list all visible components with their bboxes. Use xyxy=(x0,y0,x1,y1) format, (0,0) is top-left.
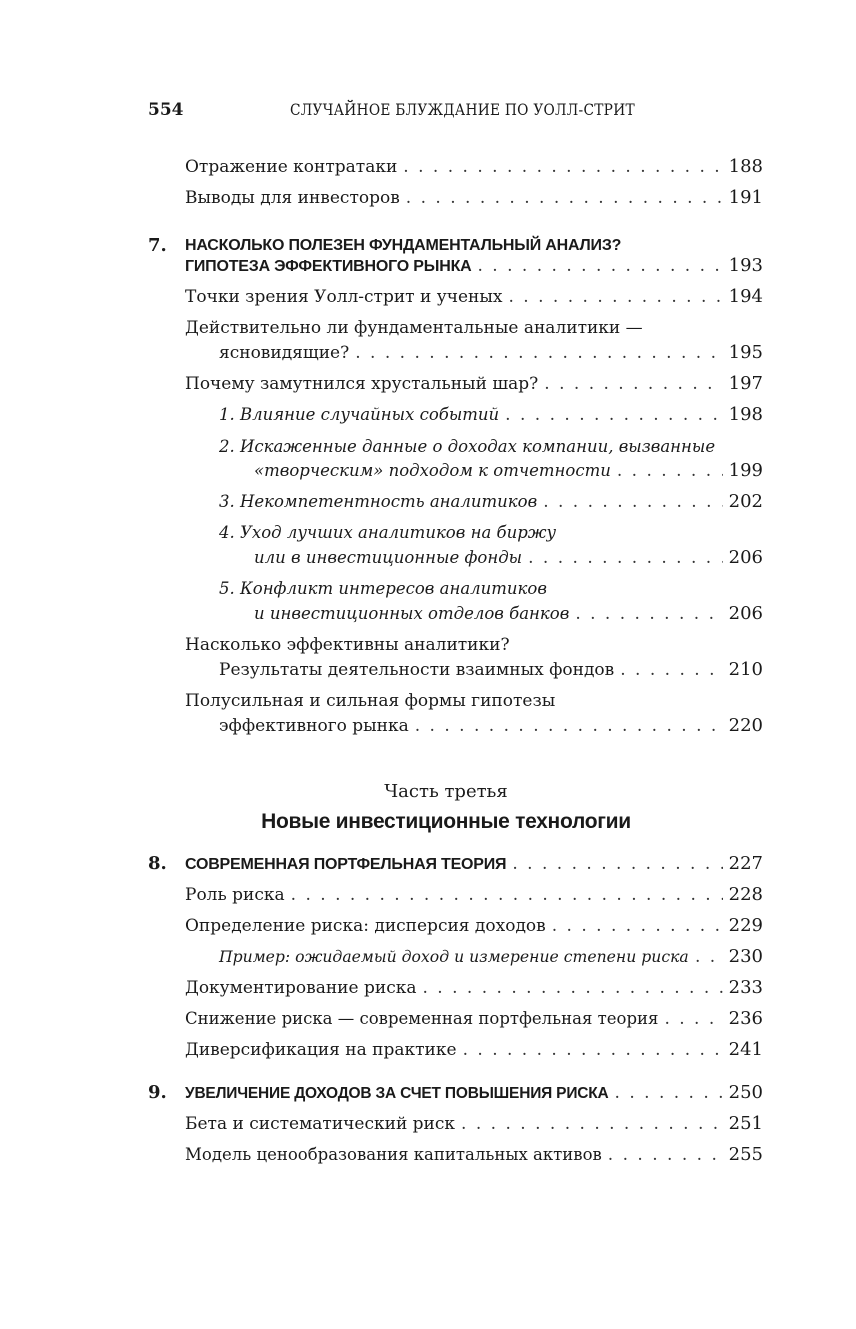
toc-entry-page: 251 xyxy=(728,1113,763,1134)
leader-dots xyxy=(505,405,722,425)
leader-dots xyxy=(608,1145,723,1165)
toc-entry[interactable] xyxy=(254,547,763,573)
leader-dots xyxy=(528,548,723,568)
toc-entry-page: 220 xyxy=(728,715,763,736)
toc-entry-page: 193 xyxy=(728,255,763,276)
running-title: СЛУЧАЙНОЕ БЛУЖДАНИЕ ПО УОЛЛ-СТРИТ xyxy=(290,100,635,119)
leader-dots xyxy=(512,854,722,874)
leader-dots xyxy=(291,885,723,905)
chapter-title: СОВРЕМЕННАЯ ПОРТФЕЛЬНАЯ ТЕОРИЯ xyxy=(185,856,507,873)
chapter-entry[interactable] xyxy=(185,853,763,879)
leader-dots xyxy=(615,1083,723,1103)
toc-entry-title-line[interactable]: Насколько эффективны аналитики? xyxy=(185,635,510,655)
leader-dots xyxy=(406,188,723,208)
toc-entry-page: 195 xyxy=(728,342,763,363)
leader-dots xyxy=(695,947,723,967)
toc-entry-page: 188 xyxy=(728,156,763,177)
toc-entry-title-line[interactable]: Действительно ли фундаментальные аналитики — xyxy=(185,318,643,338)
toc-entry[interactable] xyxy=(254,603,763,629)
toc-entry-title: Роль риска xyxy=(185,885,285,905)
leader-dots xyxy=(664,1009,722,1029)
toc-entry-title-line[interactable]: 2. Искаженные данные о доходах компании, вызванные xyxy=(219,437,716,456)
leader-dots xyxy=(422,978,722,998)
chapter-title-line[interactable]: НАСКОЛЬКО ПОЛЕЗЕН ФУНДАМЕНТАЛЬНЫЙ АНАЛИЗ? xyxy=(185,237,622,254)
toc-entry-title: Документирование риска xyxy=(185,978,417,998)
toc-entry-title: 1. Влияние случайных событий xyxy=(219,405,500,424)
toc-entry[interactable] xyxy=(185,977,763,1003)
toc-entry-page: 229 xyxy=(728,915,763,936)
toc-entry[interactable] xyxy=(185,286,763,312)
leader-dots xyxy=(415,716,723,736)
toc-entry-page: 236 xyxy=(728,1008,763,1029)
toc-entry-title-line[interactable]: Полусильная и сильная формы гипотезы xyxy=(185,691,556,711)
toc-entry-title: ясновидящие? xyxy=(219,343,350,363)
part-title: Новые инвестиционные технологии xyxy=(261,810,631,833)
leader-dots xyxy=(508,287,722,307)
toc-entry-page: 198 xyxy=(728,404,763,425)
toc-entry[interactable] xyxy=(185,1008,763,1034)
toc-entry-page: 230 xyxy=(728,946,763,967)
toc-entry-title: 3. Некомпетентность аналитиков xyxy=(219,492,538,511)
toc-entry-page: 227 xyxy=(728,853,763,874)
toc-entry-title: эффективного рынка xyxy=(219,716,409,736)
leader-dots xyxy=(403,157,722,177)
chapter-entry[interactable] xyxy=(185,255,763,281)
toc-entry-title: Почему замутнился хрустальный шар? xyxy=(185,374,539,394)
toc-entry-title: Пример: ожидаемый доход и измерение степени риска xyxy=(219,947,689,966)
chapter-entry[interactable] xyxy=(185,1082,763,1108)
toc-entry[interactable] xyxy=(185,884,763,910)
toc-entry-title: Определение риска: дисперсия доходов xyxy=(185,916,546,936)
toc-entry-title-line[interactable]: 4. Уход лучших аналитиков на биржу xyxy=(219,523,557,542)
leader-dots xyxy=(617,461,723,481)
leader-dots xyxy=(575,604,722,624)
toc-entry-title: Модель ценообразования капитальных активов xyxy=(185,1145,602,1164)
leader-dots xyxy=(544,374,722,394)
toc-entry-page: 241 xyxy=(728,1039,763,1060)
chapter-number: 9. xyxy=(148,1082,167,1103)
toc-entry-page: 210 xyxy=(728,659,763,680)
toc-entry-title: Отражение контратаки xyxy=(185,157,398,177)
leader-dots xyxy=(620,660,722,680)
toc-entry-title: Диверсификация на практике xyxy=(185,1040,457,1060)
leader-dots xyxy=(463,1040,723,1060)
leader-dots xyxy=(461,1114,723,1134)
toc-entry-title: Бета и систематический риск xyxy=(185,1114,456,1134)
toc-entry[interactable] xyxy=(185,1039,763,1065)
toc-entry-page: 199 xyxy=(728,460,763,481)
toc-entry[interactable] xyxy=(185,156,763,182)
toc-entry[interactable] xyxy=(219,715,763,741)
toc-entry-page: 194 xyxy=(728,286,763,307)
toc-entry-page: 255 xyxy=(728,1144,763,1165)
toc-entry-title: и инвестиционных отделов банков xyxy=(254,604,570,623)
toc-entry-title: «творческим» подходом к отчетности xyxy=(254,461,611,480)
toc-entry[interactable] xyxy=(219,491,763,517)
toc-entry[interactable] xyxy=(185,915,763,941)
toc-entry-title: Выводы для инвесторов xyxy=(185,188,400,208)
toc-entry[interactable] xyxy=(219,342,763,368)
toc-entry[interactable] xyxy=(219,946,763,972)
leader-dots xyxy=(543,492,722,512)
part-label: Часть третья xyxy=(384,781,508,802)
toc-entry-page: 206 xyxy=(728,603,763,624)
chapter-number: 7. xyxy=(148,235,167,256)
toc-entry-title: или в инвестиционные фонды xyxy=(254,548,523,567)
toc-entry-page: 197 xyxy=(728,373,763,394)
toc-entry-page: 202 xyxy=(728,491,763,512)
toc-entry-page: 228 xyxy=(728,884,763,905)
toc-entry[interactable] xyxy=(185,1144,763,1170)
page-number: 554 xyxy=(148,100,184,120)
toc-entry[interactable] xyxy=(185,187,763,213)
toc-entry[interactable] xyxy=(219,659,763,685)
toc-entry[interactable] xyxy=(254,460,763,486)
leader-dots xyxy=(355,343,722,363)
toc-entry-title: Точки зрения Уолл-стрит и ученых xyxy=(185,287,503,307)
chapter-title: ГИПОТЕЗА ЭФФЕКТИВНОГО РЫНКА xyxy=(185,258,472,275)
leader-dots xyxy=(552,916,723,936)
toc-entry[interactable] xyxy=(185,1113,763,1139)
toc-entry-page: 233 xyxy=(728,977,763,998)
toc-entry-page: 191 xyxy=(728,187,763,208)
leader-dots xyxy=(477,256,722,276)
toc-entry-title-line[interactable]: 5. Конфликт интересов аналитиков xyxy=(219,579,547,598)
chapter-title: УВЕЛИЧЕНИЕ ДОХОДОВ ЗА СЧЕТ ПОВЫШЕНИЯ РИСКА xyxy=(185,1085,609,1102)
toc-entry-page: 206 xyxy=(728,547,763,568)
toc-entry[interactable] xyxy=(219,404,763,430)
toc-entry-title: Результаты деятельности взаимных фондов xyxy=(219,660,615,680)
chapter-number: 8. xyxy=(148,853,167,874)
toc-entry[interactable] xyxy=(185,373,763,399)
toc-entry-page: 250 xyxy=(728,1082,763,1103)
toc-entry-title: Снижение риска — современная портфельная теория xyxy=(185,1009,659,1028)
